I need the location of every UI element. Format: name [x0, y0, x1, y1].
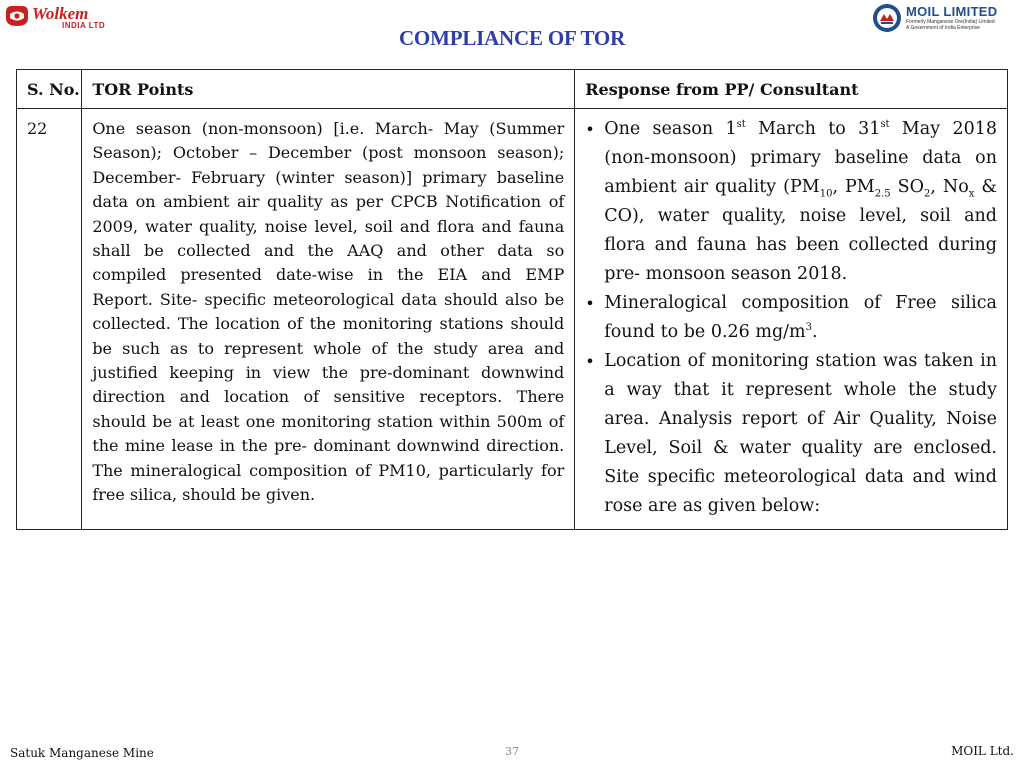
resp1-sub: x: [968, 188, 975, 200]
resp1-text: SO: [890, 177, 924, 197]
footer-project-name: Satuk Manganese Mine: [10, 746, 154, 760]
wolkem-sub: INDIA LTD: [62, 21, 106, 30]
table-row: [17, 109, 1008, 530]
bullet-icon: •: [585, 294, 595, 313]
bullet-icon: •: [585, 352, 595, 371]
resp1-sup: st: [736, 119, 746, 131]
moil-subtitle: Formerly Manganese Ore(India) Limited: [906, 19, 995, 25]
table-header-row: [17, 70, 1008, 109]
cell-tor-text: One season (non-monsoon) [i.e. March- May (Summer Season); October – December (post monsoon season); December- February (winter season)] primary baseline data on ambient air quality as per CPCB Notification of 2009, water quality, noise level, soil and flora and fauna shall be collected and the AAQ and other data so compiled presented date-wise in the EIA and EMP Report. Site- specific meteorological data should also be collected. The location of the monitoring stations should be such as to represent whole of the study area and justified keeping in view the pre-dominant downwind direction and location of sensitive receptors. There should be at least one monitoring station within 500m of the mine lease in the pre- dominant downwind direction. The mineralogical composition of PM10, particularly for free silica, should be given.: [82, 109, 575, 530]
resp1-sup: st: [880, 119, 890, 131]
resp2-text: Mineralogical composition of Free silica found to be 0.26 mg/m: [604, 293, 997, 342]
moil-tagline: A Government of India Enterprise: [906, 25, 980, 31]
resp2-sup: 3: [805, 322, 813, 334]
resp1-text: , PM: [832, 177, 875, 197]
response-item-free-silica: [585, 289, 997, 347]
response-item-monitoring-location: [585, 347, 997, 521]
tor-compliance-table: [16, 69, 1008, 530]
resp3-text: Location of monitoring station was taken in a way that it represent whole the study area. Analysis report of Air Quality, Noise Level, Soil & water quality are enclosed. Site specific meteorological data and wind rose are as given below:: [604, 351, 997, 516]
moil-title: MOIL LIMITED: [906, 4, 998, 19]
cell-response: [575, 109, 1008, 530]
page-number: 37: [505, 745, 519, 758]
footer-company: MOIL Ltd.: [951, 744, 1014, 758]
bullet-icon: •: [585, 120, 595, 139]
header-tor-points: TOR Points: [82, 70, 575, 109]
cell-sno: 22: [17, 109, 82, 530]
resp1-text: One season 1: [604, 119, 737, 139]
resp2-text: .: [812, 322, 818, 342]
resp1-sub: 10: [819, 188, 833, 200]
resp1-text: May 2018 (non-monsoon) primary baseline data on ambient air quality (PM: [604, 119, 997, 197]
resp1-sub: 2: [923, 188, 931, 200]
response-item-baseline-data: [585, 115, 997, 289]
header-response: Response from PP/ Consultant: [575, 70, 1008, 109]
page-title: COMPLIANCE OF TOR: [398, 26, 626, 50]
resp1-text: , No: [930, 177, 969, 197]
response-list: [585, 115, 997, 521]
resp1-text: & CO), water quality, noise level, soil and flora and fauna has been collected during pre- monsoon season 2018.: [604, 177, 997, 284]
header-sno: S. No.: [17, 70, 82, 109]
resp1-text: March to 31: [745, 119, 881, 139]
wolkem-name: Wolkem: [32, 4, 89, 23]
resp1-sub: 2.5: [874, 188, 891, 200]
